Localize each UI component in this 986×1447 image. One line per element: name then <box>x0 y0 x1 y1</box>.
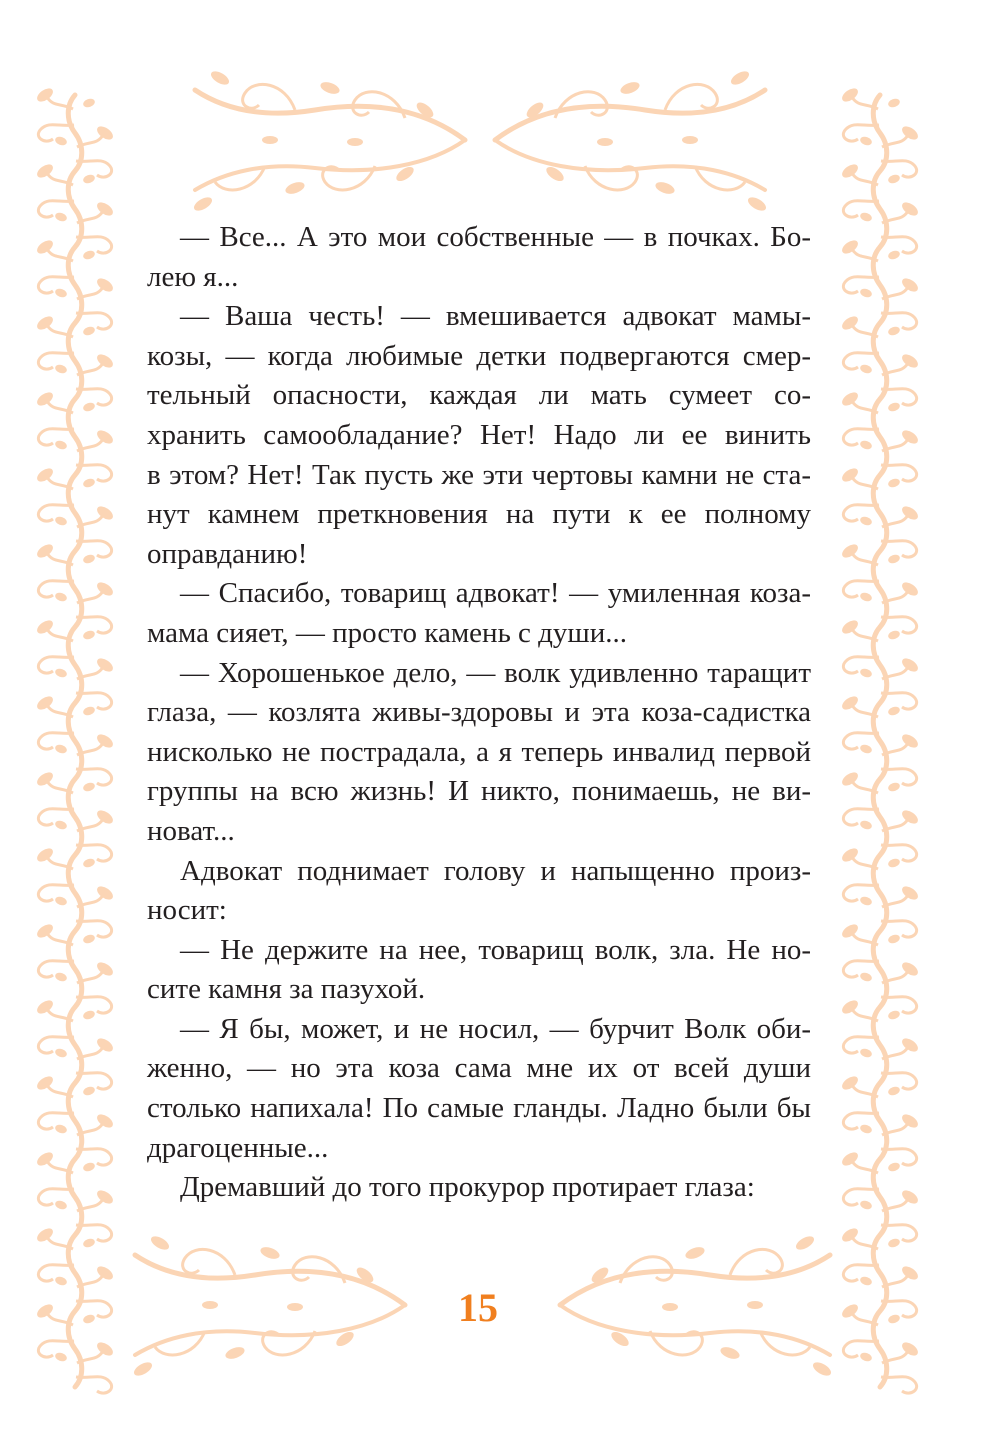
text-line: глаза, — козлята живы-здоровы и эта коза-садистка <box>147 696 811 729</box>
text-line: мама сияет, — просто камень с души... <box>147 616 628 649</box>
right-vine-ornament <box>840 86 920 1393</box>
text-line: Адвокат поднимает голову и напыщенно произ- <box>180 854 811 887</box>
text-line: оправданию! <box>147 537 308 570</box>
text-line: тельный опасности, каждая ли мать сумеет со- <box>147 379 811 412</box>
text-line: в этом? Нет! Так пусть же эти чертовы камни не ста- <box>147 458 811 491</box>
text-line: новат... <box>147 814 235 847</box>
text-line: Дремавший до того прокурор протирает глаза: <box>180 1171 755 1204</box>
text-line: — Ваша честь! — вмешивается адвокат мамы- <box>180 300 811 333</box>
text-line: носит: <box>147 894 227 927</box>
text-line: нисколько не пострадала, а я теперь инвалид первой <box>147 735 811 768</box>
text-line: — Все... А это мои собственные — в почках. Бо- <box>180 221 811 253</box>
text-line: — Хорошенькое дело, — волк удивленно таращит <box>180 656 811 689</box>
page-number: 15 <box>458 1285 498 1330</box>
text-line: — Я бы, может, и не носил, — бурчит Волк оби- <box>180 1012 811 1045</box>
text-line: драгоценные... <box>147 1131 329 1164</box>
body-text <box>147 218 811 1208</box>
text-line: женно, — но эта коза сама мне их от всей души <box>147 1052 811 1085</box>
text-line: хранить самообладание? Нет! Надо ли ее винить <box>147 418 811 451</box>
text-line: сите камня за пазухой. <box>147 973 426 1006</box>
text-line: столько напихала! По самые гланды. Ладно были бы <box>147 1092 811 1125</box>
text-line: — Спасибо, товарищ адвокат! — умиленная коза- <box>180 577 811 610</box>
text-line: нут камнем преткновения на пути к ее полному <box>147 498 811 531</box>
text-line: — Не держите на нее, товарищ волк, зла. Не но- <box>180 933 811 966</box>
top-swirl-ornament <box>192 69 768 214</box>
text-line: группы на всю жизнь! И никто, понимаешь, не ви- <box>147 775 811 808</box>
left-vine-ornament <box>35 86 115 1393</box>
text-line: лею я... <box>147 260 239 293</box>
text-line: козы, — когда любимые детки подвергаются смер- <box>147 339 811 372</box>
